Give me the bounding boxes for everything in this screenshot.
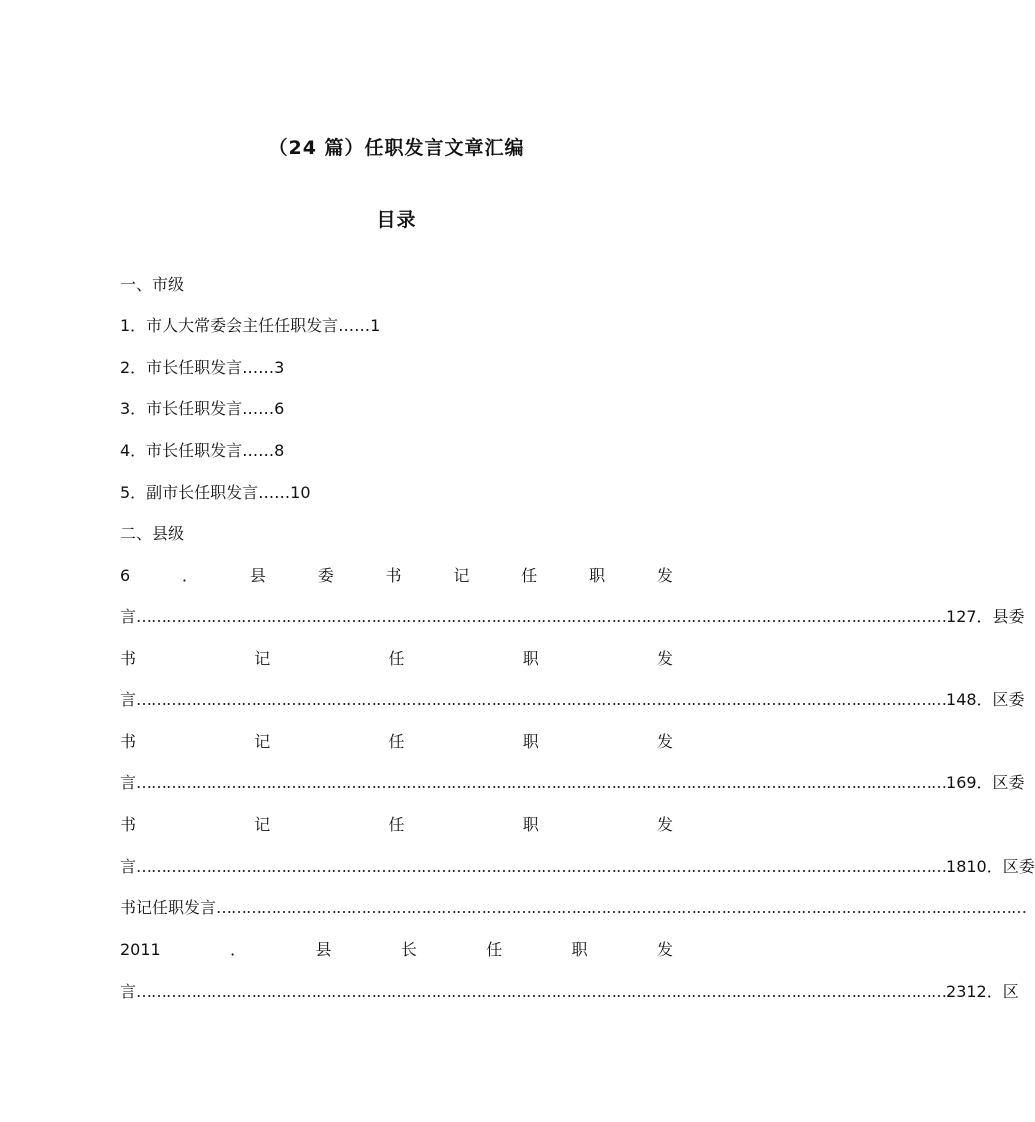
toc-leader-tail: 1810．区委 xyxy=(946,857,1035,876)
toc-leader-line xyxy=(120,772,1025,794)
toc-word: 6 xyxy=(120,566,131,585)
toc-word: 任 xyxy=(521,566,538,585)
toc-leader-line xyxy=(120,981,1019,1003)
toc-word: 长 xyxy=(400,940,417,959)
toc-word: 职 xyxy=(522,649,539,668)
toc-leader-tail: 169．区委 xyxy=(946,773,1025,792)
toc-leader-head: 言 xyxy=(120,982,137,1001)
toc-justified-line xyxy=(120,939,673,961)
toc-leader-head: 书记任职发言 xyxy=(120,898,217,917)
toc-leader-line xyxy=(120,606,1025,628)
toc-leader-head: 言 xyxy=(120,690,137,709)
toc-word: ． xyxy=(230,940,247,959)
toc-leader-line xyxy=(120,897,1027,919)
toc-word: 2011 xyxy=(120,940,161,959)
toc-leader-head: 言 xyxy=(120,607,137,626)
toc-word: 发 xyxy=(656,649,673,668)
toc-leader-head: 言 xyxy=(120,773,137,792)
toc-word: 职 xyxy=(571,940,588,959)
toc-justified-line xyxy=(120,814,673,836)
document-title: （24 篇）任职发言文章汇编 xyxy=(268,137,525,159)
toc-item: 2．市长任职发言……3 xyxy=(120,358,285,377)
toc-word: 职 xyxy=(522,732,539,751)
toc-word: 职 xyxy=(589,566,606,585)
toc-item: 1．市人大常委会主任任职发言……1 xyxy=(120,316,381,335)
toc-word: 县 xyxy=(249,566,266,585)
toc-word: 职 xyxy=(522,815,539,834)
toc-justified-line xyxy=(120,565,673,587)
toc-word: 记 xyxy=(254,649,271,668)
toc-word: 委 xyxy=(317,566,334,585)
toc-item: 5．副市长任职发言……10 xyxy=(120,483,311,502)
toc-leader-dots: ……………………………………………………………………………………………………………………………………………… xyxy=(136,773,947,792)
toc-leader-dots: ……………………………………………………………………………………………………………………………………………… xyxy=(136,857,947,876)
toc-item: 4．市长任职发言……8 xyxy=(120,441,285,460)
toc-word: 书 xyxy=(385,566,402,585)
toc-item: 3．市长任职发言……6 xyxy=(120,399,285,418)
toc-word: 书 xyxy=(120,815,137,834)
toc-word: 发 xyxy=(656,566,673,585)
toc-leader-dots: ……………………………………………………………………………………………………………………………………………… xyxy=(136,607,947,626)
toc-word: 记 xyxy=(254,732,271,751)
section-heading-county: 二、县级 xyxy=(120,524,185,543)
toc-heading: 目录 xyxy=(376,209,417,231)
toc-word: 任 xyxy=(388,815,405,834)
toc-word: ． xyxy=(182,566,199,585)
toc-leader-tail: 127．县委 xyxy=(946,607,1025,626)
toc-leader-line xyxy=(120,689,1025,711)
toc-word: 记 xyxy=(254,815,271,834)
toc-leader-dots: ……………………………………………………………………………………………………………………………………………… xyxy=(216,898,1027,917)
toc-word: 县 xyxy=(315,940,332,959)
toc-leader-tail: 148．区委 xyxy=(946,690,1025,709)
toc-word: 任 xyxy=(486,940,503,959)
toc-leader-head: 言 xyxy=(120,857,137,876)
toc-leader-dots: ……………………………………………………………………………………………………………………………………………… xyxy=(136,690,947,709)
toc-leader-dots: ……………………………………………………………………………………………………………………………………………… xyxy=(136,982,947,1001)
toc-word: 发 xyxy=(656,732,673,751)
toc-leader-tail: 2312．区 xyxy=(946,982,1019,1001)
section-heading-city: 一、市级 xyxy=(120,275,185,294)
toc-leader-line xyxy=(120,856,1035,878)
toc-word: 书 xyxy=(120,649,137,668)
toc-justified-line xyxy=(120,648,673,670)
toc-word: 书 xyxy=(120,732,137,751)
toc-word: 任 xyxy=(388,649,405,668)
toc-word: 发 xyxy=(656,815,673,834)
toc-word: 发 xyxy=(656,940,673,959)
toc-word: 任 xyxy=(388,732,405,751)
toc-justified-line xyxy=(120,731,673,753)
toc-word: 记 xyxy=(453,566,470,585)
